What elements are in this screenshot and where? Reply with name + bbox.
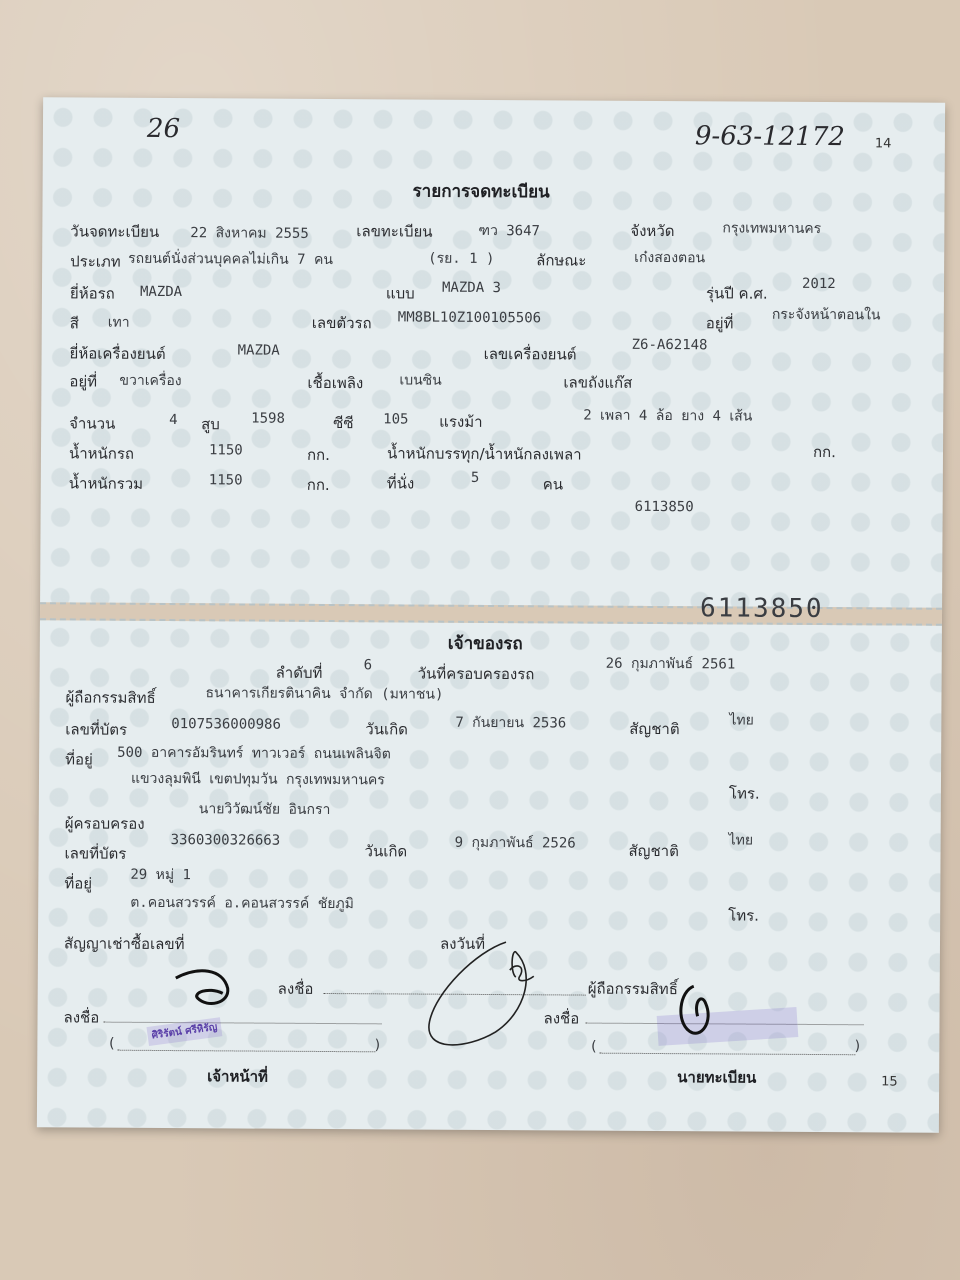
fuel-label: เชื้อเพลิง — [307, 373, 364, 393]
total-weight-value: 1150 — [208, 472, 243, 489]
engine-brand-label: ยี่ห้อเครื่องยนต์ — [69, 344, 166, 364]
sign-left-label: ลงชื่อ — [63, 1008, 100, 1027]
model-label: แบบ — [385, 284, 415, 303]
seats-unit: คน — [542, 475, 564, 494]
addr2-label: ที่อยู่ — [64, 874, 93, 893]
style-value: เก๋งสองตอน — [634, 249, 706, 267]
registrar-title: นายทะเบียน — [677, 1068, 757, 1087]
axle-text: 2 เพลา 4 ล้อ ยาง 4 เส้น — [583, 407, 753, 425]
seats-value: 5 — [470, 469, 480, 486]
birth1-value: 7 กันยายน 2536 — [455, 714, 567, 732]
id2-value: 3360300326663 — [170, 832, 281, 849]
possession-value: 26 กุมภาพันธ์ 2561 — [605, 655, 736, 673]
sign-left-paren-close: ) — [373, 1037, 382, 1054]
color-value: เทา — [107, 314, 130, 331]
model-value: MAZDA 3 — [441, 279, 502, 297]
engine-brand-value: MAZDA — [237, 342, 280, 359]
type-value: รถยนต์นั่งส่วนบุคคลไม่เกิน 7 คน — [128, 250, 333, 269]
id1-label: เลขที่บัตร — [65, 720, 128, 739]
handwritten-number-right: 9-63-12172 — [694, 121, 845, 153]
sign-right-paren-close: ) — [853, 1038, 862, 1055]
tel2-label: โทร. — [728, 906, 760, 925]
tel1-label: โทร. — [728, 784, 760, 803]
sign-right-paren: ( — [589, 1038, 598, 1055]
count-label: จำนวน — [69, 414, 116, 433]
addr2-line2: ต.คอนสวรรค์ อ.คอนสวรรค์ ชัยภูมิ — [130, 894, 354, 913]
location1-label: อยู่ที่ — [705, 314, 734, 333]
weight-value: 1150 — [208, 442, 243, 459]
count-value: 4 — [169, 412, 178, 429]
holder-value: ธนาคารเกียรตินาคิน จำกัด (มหาชน) — [205, 685, 444, 703]
engine-no-value: Z6-A62148 — [631, 336, 708, 354]
nationality2-value: ไทย — [728, 832, 754, 849]
gas-tank-label: เลขถังแก๊ส — [563, 373, 633, 392]
plate-label: เลขทะเบียน — [356, 222, 433, 241]
cylinder-label: สูบ — [201, 415, 220, 434]
type-label: ประเภท — [70, 252, 121, 271]
page-number-bottom: 15 — [881, 1074, 898, 1090]
addr1-line1: 500 อาคารอัมรินทร์ ทาวเวอร์ ถนนเพลินจิต — [117, 744, 391, 763]
total-weight-label: น้ำหนักรวม — [68, 474, 144, 493]
location2-label: อยู่ที่ — [69, 372, 98, 391]
officer-name-stamp: ศิริรัตน์ ศรีหิรัญ — [147, 1017, 223, 1046]
chassis-value: MM8BL10Z100105506 — [397, 309, 542, 327]
birth1-label: วันเกิด — [365, 720, 408, 739]
registration-title: รายการจดทะเบียน — [412, 181, 550, 203]
nationality1-value: ไทย — [729, 712, 754, 729]
signed-date-label: ลงวันที่ — [439, 934, 486, 953]
year-label: รุ่นปี ค.ศ. — [705, 284, 768, 303]
chassis-label: เลขตัวรถ — [311, 313, 372, 333]
sign-right-label: ลงชื่อ — [543, 1009, 580, 1028]
province-value: กรุงเทพมหานคร — [722, 220, 822, 238]
style-label: ลักษณะ — [536, 251, 587, 270]
id1-value: 0107536000986 — [171, 716, 281, 733]
location1-value: กระจังหน้าตอนใน — [771, 306, 881, 324]
type-code: (รย. 1 ) — [428, 250, 495, 268]
addr1-line2: แขวงลุมพินี เขตปทุมวัน กรุงเทพมหานคร — [130, 770, 385, 789]
brand-value: MAZDA — [139, 283, 183, 301]
weight-unit: กก. — [306, 445, 330, 465]
fuel-value: เบนซิน — [399, 372, 442, 389]
nationality1-label: สัญชาติ — [629, 719, 680, 739]
id2-label: เลขที่บัตร — [64, 844, 127, 863]
sign-label: ลงชื่อ — [277, 979, 314, 998]
registration-document — [37, 97, 945, 1132]
cc-label: ซีซี — [333, 414, 354, 433]
color-label: สี — [69, 314, 79, 333]
hp-label: แรงม้า — [439, 412, 483, 431]
cylinder-value: 1598 — [251, 410, 285, 427]
order-label: ลำดับที่ — [275, 663, 323, 682]
addr2-line1: 29 หมู่ 1 — [130, 866, 192, 884]
year-value: 2012 — [801, 275, 836, 293]
serial-number: 6113850 — [634, 498, 694, 516]
addr1-label: ที่อยู่ — [65, 750, 93, 769]
birth2-label: วันเกิด — [364, 842, 408, 861]
contract-label: สัญญาเช่าซื้อเลขที่ — [63, 934, 185, 954]
sign-left-name-line — [117, 1050, 375, 1053]
reg-date-value: 22 สิงหาคม 2555 — [190, 225, 309, 242]
location2-value: ขวาเครื่อง — [119, 372, 182, 390]
engine-no-label: เลขเครื่องยนต์ — [483, 344, 577, 364]
sign-left-line — [104, 1022, 382, 1025]
cc-value: 105 — [383, 411, 409, 428]
officer-title: เจ้าหน้าที่ — [207, 1067, 269, 1086]
possessor-value: นายวิวัฒน์ชัย อินกรา — [198, 801, 331, 819]
registrar-signature — [671, 981, 721, 1041]
order-value: 6 — [363, 657, 373, 674]
possession-label: วันที่ครอบครองรถ — [417, 664, 535, 684]
province-label: จังหวัด — [630, 221, 675, 241]
brand-label: ยี่ห้อรถ — [69, 284, 115, 303]
owner-title: เจ้าของรถ — [447, 633, 523, 655]
serial-stamp: 6113850 — [699, 593, 824, 625]
sign-left-paren: ( — [107, 1035, 116, 1052]
load-label: น้ำหนักบรรทุก/น้ำหนักลงเพลา — [386, 444, 582, 464]
page-number-top: 14 — [874, 136, 892, 152]
reg-date-label: วันจดทะเบียน — [70, 222, 160, 241]
nationality2-label: สัญชาติ — [628, 841, 679, 861]
birth2-value: 9 กุมภาพันธ์ 2526 — [454, 834, 576, 852]
total-weight-unit: กก. — [306, 475, 330, 495]
load-unit: กก. — [812, 442, 836, 462]
weight-label: น้ำหนักรถ — [68, 444, 135, 463]
holder-signature — [415, 932, 576, 1063]
holder-sign-suffix: ผู้ถือกรรมสิทธิ์ — [587, 979, 678, 999]
holder-label: ผู้ถือกรรมสิทธิ์ — [65, 688, 156, 707]
plate-value: ฑว 3647 — [478, 222, 541, 240]
seats-label: ที่นั่ง — [386, 474, 415, 493]
handwritten-number-left: 26 — [146, 113, 181, 145]
possessor-label: ผู้ครอบครอง — [64, 814, 145, 833]
sign-right-name-line — [599, 1053, 855, 1056]
officer-signature — [168, 958, 248, 1018]
